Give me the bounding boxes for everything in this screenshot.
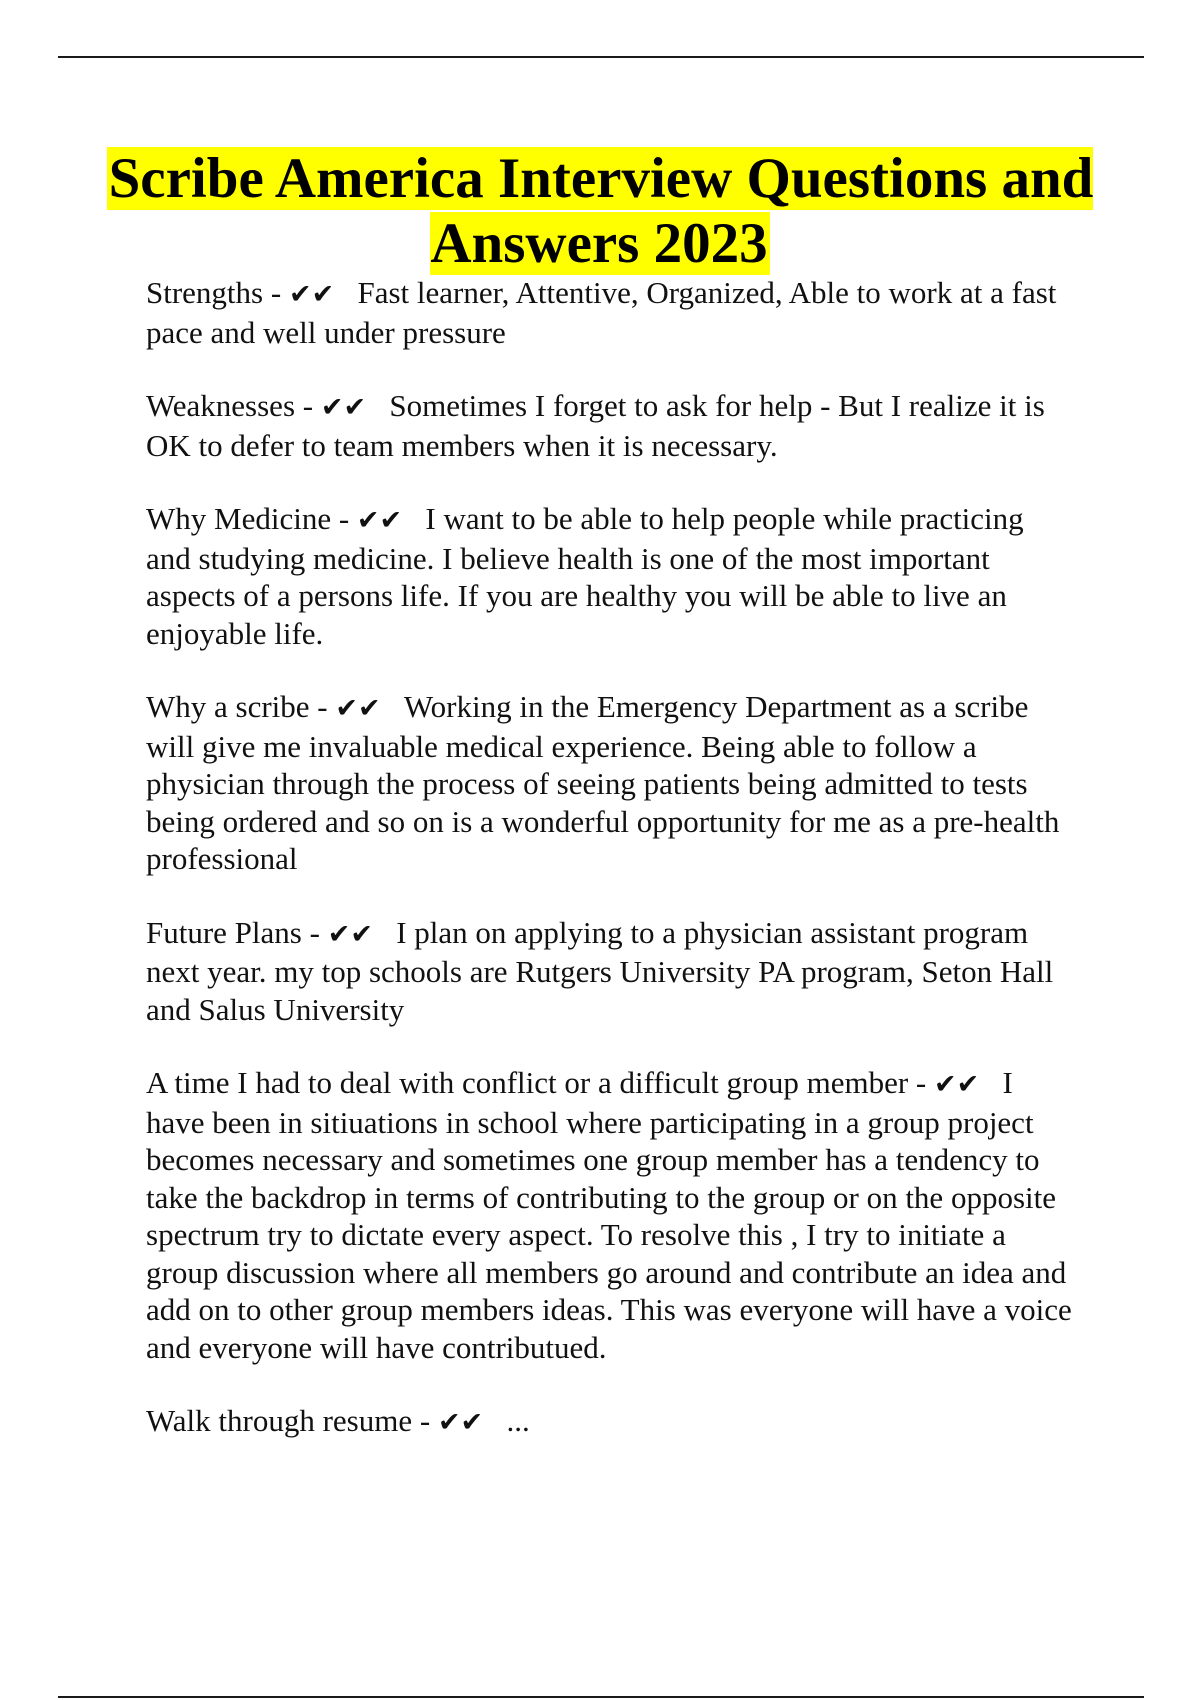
answer: I plan on applying to a physician assistant program next year. my top schools are Rutgers University PA program, Seton Hall and Salus University (146, 914, 1054, 1027)
answer: I want to be able to help people while practicing and studying medicine. I believe health is one of the most important aspects of a persons life. If you are healthy you will be able to live an enjoyable life. (146, 501, 1024, 651)
qa-item (146, 914, 1076, 1029)
top-rule (58, 56, 1144, 58)
qa-item (146, 688, 1076, 878)
separator: - (908, 1065, 934, 1100)
bottom-rule (58, 1696, 1144, 1698)
answer: I have been in sitiuations in school where participating in a group project becomes necessary and sometimes one group member has a tendency to take the backdrop in terms of contributing to the group or on the opposite spectrum try to dictate every aspect. To resolve this , I try to initiate a group discussion where all members go around and contribute an idea and add on to other group members ideas. This was everyone will have a voice and everyone will have contributued. (146, 1065, 1072, 1365)
separator: - (263, 275, 289, 310)
check-marks-icon: ✔✔ (335, 693, 381, 724)
check-marks-icon: ✔✔ (288, 279, 335, 310)
qa-item (146, 500, 1076, 652)
question: A time I had to deal with conflict or a difficult group member (146, 1065, 909, 1100)
separator: - (301, 914, 328, 950)
qa-item (146, 274, 1076, 351)
question: Walk through resume (146, 1403, 413, 1438)
separator: - (295, 388, 321, 423)
answer: Fast learner, Attentive, Organized, Able to work at a fast pace and well under pressure (146, 275, 1057, 350)
document-title: Scribe America Interview Questions and Answers 2023 (108, 147, 1094, 275)
qa-item (146, 1402, 1076, 1442)
separator: - (331, 501, 357, 536)
check-marks-icon: ✔✔ (320, 392, 367, 423)
qa-item (146, 1064, 1076, 1366)
answer: Working in the Emergency Department as a scribe will give me invaluable medical experience. Being able to follow a physician through the process of seeing patients being admitted to tests being ordered and so on is a wonderful opportunity for me as a pre-health professional (146, 689, 1060, 876)
check-marks-icon: ✔✔ (437, 1407, 484, 1438)
check-marks-icon: ✔✔ (356, 505, 403, 536)
question: Strengths (146, 275, 264, 310)
question: Why Medicine (146, 501, 332, 536)
question: Future Plans (146, 914, 302, 950)
separator: - (309, 689, 336, 724)
answer: ... (506, 1403, 530, 1438)
check-marks-icon: ✔✔ (934, 1069, 980, 1100)
check-marks-icon: ✔✔ (327, 918, 373, 950)
question: Why a scribe (146, 689, 310, 724)
title-block (0, 146, 1200, 276)
separator: - (412, 1403, 438, 1438)
qa-list (146, 274, 1076, 1478)
qa-item (146, 387, 1076, 464)
answer: Sometimes I forget to ask for help - But I realize it is OK to defer to team members when it is necessary. (146, 388, 1045, 463)
question: Weaknesses (146, 388, 296, 423)
